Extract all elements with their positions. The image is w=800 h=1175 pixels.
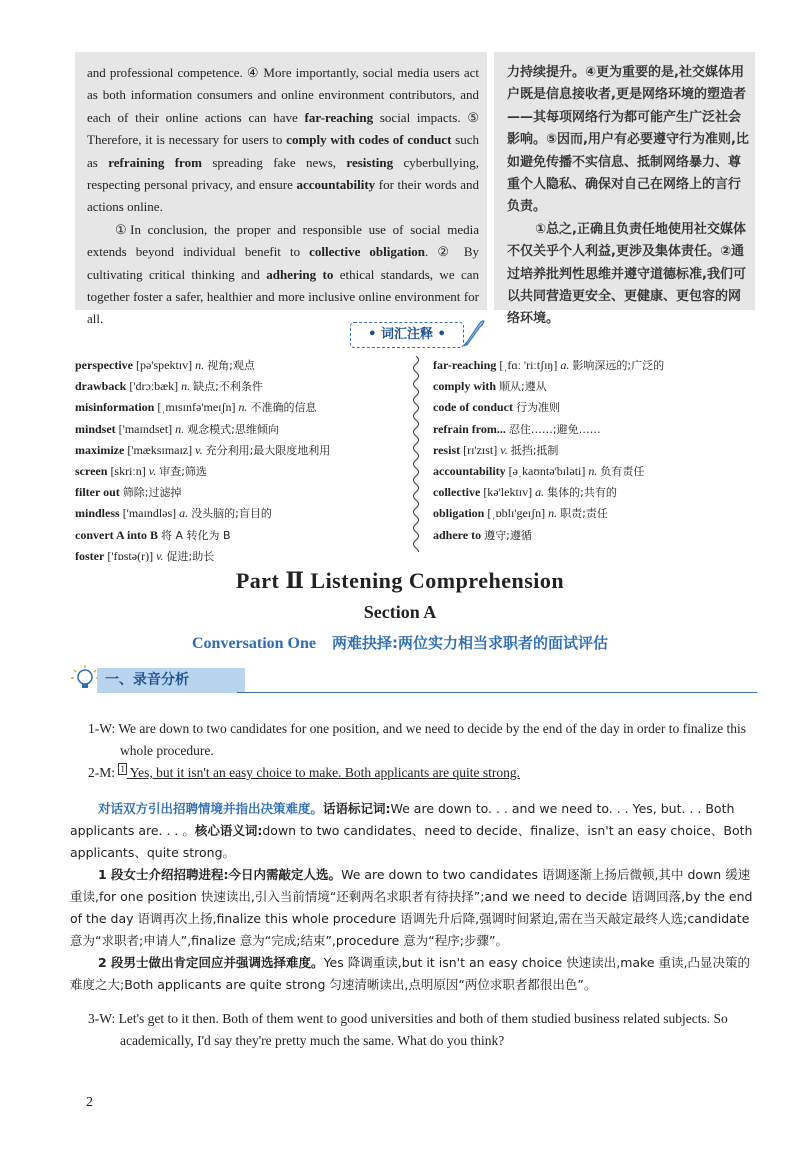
vocab-pron: [əˌkaʊntə'bɪləti]: [508, 464, 586, 479]
english-paragraph-1: and professional competence. ④ More importantly, social media users act as both information consumers and online environment contributors, and each of their online actions can have far-reaching social impacts. ⑤ Therefore, it is necessary for users to comply with codes of conduct such as refraining from spreading fake news, resisting cyberbullying, respecting personal privacy, and ensure accountability for their words and actions online.: [87, 65, 480, 215]
english-paragraph-2: ①In conclusion, the proper and responsible use of social media extends beyond individual benefit to collective obligation. ② By cultivating critical thinking and adhering to ethical standards, we can together foster a safer, healthier and more inclusive online environment for all.: [87, 221, 480, 327]
vocab-pos: a.: [179, 506, 189, 521]
vocab-pos: v.: [195, 442, 203, 457]
vocab-entry: [433, 397, 763, 418]
vocab-entry: [75, 419, 405, 440]
vocab-pos: a.: [560, 358, 570, 372]
vocab-word: far-reaching: [433, 358, 497, 372]
vocab-meaning: 没头脑的;盲目的: [191, 507, 272, 521]
vocab-pos: n.: [181, 379, 191, 394]
vocab-pron: ['maɪndset]: [118, 421, 173, 436]
vocab-word: maximize: [75, 442, 125, 457]
dialogue-line-1: 1-W: We are down to two candidates for one position, and we need to decide by the end of the day in order to finalize this whole procedure.: [88, 721, 746, 758]
conversation-title: [0, 632, 800, 653]
vocab-pos: n.: [195, 358, 205, 372]
vocab-entry: [75, 355, 405, 376]
vocab-entry: [75, 376, 405, 397]
analysis-underline: [237, 692, 757, 693]
english-passage: [87, 62, 479, 331]
vocab-pron: ['maɪndləs]: [122, 506, 177, 521]
vocab-word: obligation: [433, 506, 485, 521]
vocab-word: filter out: [75, 485, 120, 500]
vocab-pos: a.: [535, 485, 545, 500]
vocab-entry: [75, 482, 405, 503]
vocab-entry: [75, 546, 405, 567]
chinese-translation: [507, 62, 749, 331]
vocab-list-left: [75, 355, 405, 567]
vocab-word: resist: [433, 442, 461, 457]
vocab-meaning: 职责;责任: [560, 507, 608, 521]
vocab-entry: [75, 397, 405, 418]
analysis-section-label: 一、录音分析: [97, 668, 245, 693]
vocab-pron: ['drɔːbæk]: [129, 379, 179, 394]
vocab-word: screen: [75, 464, 108, 479]
analysis-note-1: 对话双方引出招聘情境并指出决策难度。话语标记词:We are down to. . . and we need to. . . Yes, but. . . Both applicants are. . . 。核心语义词:down to two candidates、need to decide、finalize、isn't an easy choice、Both applicants、quite strong。: [70, 801, 753, 860]
vocab-meaning: 不准确的信息: [250, 401, 317, 415]
analysis-note-2: 1 段女士介绍招聘进程:今日内需敲定人选。We are down to two candidates 语调逐渐上扬后微顿,其中 down 缓速重读,for one position 快速读出,引入当前情境“还剩两名求职者有待抉择”;and we need to decide 语调回落,by the end of the day 语调再次上扬,finalize this whole procedure 语调先升后降,强调时间紧迫,需在当天敲定最终人选;candidate 意为“求职者;申请人”,finalize 意为“完成;结束”,procedure 意为“程序;步骤”。: [70, 867, 753, 948]
vocab-word: mindless: [75, 506, 120, 521]
vocab-pron: ['mæksɪmaɪz]: [127, 442, 193, 457]
vocab-entry: [433, 419, 763, 440]
conversation-title-en: Conversation One: [191, 635, 316, 652]
vocab-list-right: [433, 355, 763, 546]
vocab-section-title: • 词汇注释 •: [350, 322, 464, 348]
vocab-word: foster: [75, 548, 105, 563]
divider-wave: [414, 356, 419, 552]
conversation-title-zh: 两难抉择:两位实力相当求职者的面试评估: [331, 634, 608, 652]
part-title: Part Ⅱ Listening Comprehension: [235, 568, 565, 593]
vocab-pron: [kə'lektɪv]: [483, 485, 533, 500]
vocab-meaning: 将 A 转化为 B: [161, 528, 231, 542]
dialogue-line-3: 3-W: Let's get to it then. Both of them went to good universities and both of them studied business related subjects. So academically, I'd say they're pretty much the same. What do you think?: [88, 1011, 728, 1048]
vocab-meaning: 观念模式;思维倾向: [187, 422, 279, 436]
chinese-paragraph-2: ①总之,正确且负责任地使用社交媒体不仅关乎个人利益,更涉及集体责任。②通过培养批判性思维并遵守道德标准,我们可以共同营造更安全、更健康、更包容的网络环境。: [507, 221, 746, 327]
vocab-pron: [ˌfɑː 'riːtʃɪŋ]: [499, 358, 558, 372]
vocab-pron: [ˌmɪsɪnfə'meɪʃn]: [157, 400, 236, 415]
vocab-word: convert A into B: [75, 527, 158, 542]
vocab-word: adhere to: [433, 527, 482, 542]
vocab-meaning: 负有责任: [600, 465, 645, 479]
vocab-meaning: 充分利用;最大限度地利用: [205, 443, 331, 457]
dialogue-line-3-block: [88, 1008, 748, 1052]
vocab-pos: n.: [238, 400, 248, 415]
vocab-meaning: 顺从;遵从: [499, 380, 547, 394]
vocab-meaning: 忍住……;避免……: [508, 422, 601, 436]
vocab-pron: ['fɒstə(r)]: [107, 548, 154, 563]
vocab-word: mindset: [75, 421, 116, 436]
vocab-entry: [433, 503, 763, 524]
vocab-pos: v.: [500, 442, 508, 457]
vocab-pos: v.: [148, 464, 157, 479]
vocab-pos: n.: [175, 421, 185, 436]
vocab-entry: [433, 440, 763, 461]
vocab-word: misinformation: [75, 400, 155, 415]
analysis-notes: [70, 798, 758, 996]
vocab-pron: [ˌɒblɪ'geɪʃn]: [487, 506, 546, 521]
vocab-entry: [75, 525, 405, 546]
quill-pen-icon: [462, 318, 486, 348]
section-title: Section A: [363, 602, 437, 622]
page-number: 2: [86, 1095, 93, 1110]
vocab-entry: [433, 376, 763, 397]
vocab-pron: [pə'spektɪv]: [135, 358, 193, 372]
analysis-note-3: 2 段男士做出肯定回应并强调选择难度。Yes 降调重读,but it isn't an easy choice 快速读出,make 重读,凸显决策的难度之大;Both applicants are quite strong 匀速清晰读出,点明原因“两位求职者都很出色”。: [70, 955, 750, 992]
vocab-pos: v.: [156, 548, 164, 563]
dialogue-line-2: 2-M: 1 Yes, but it isn't an easy choice to make. Both applicants are quite strong.: [88, 763, 520, 780]
decorative-divider: [410, 356, 422, 552]
vocab-entry: [75, 461, 405, 482]
vocab-entry: [433, 461, 763, 482]
vocab-word: comply with: [433, 379, 496, 394]
vocab-entry: [433, 525, 763, 546]
vocab-pron: [rɪ'zɪst]: [463, 442, 498, 457]
chinese-paragraph-1: 力持续提升。④更为重要的是,社交媒体用户既是信息接收者,更是网络环境的塑造者——其每项网络行为都可能产生广泛社会影响。⑤因而,用户有必要遵守行为准则,比如避免传播不实信息、抵制网络暴力、尊重个人隐私、确保对自己在网络上的言行负责。: [507, 65, 749, 215]
vocab-meaning: 视角;观点: [207, 359, 255, 372]
vocab-entry: [433, 355, 763, 376]
sentence-number-box: 1: [120, 763, 125, 774]
vocab-meaning: 促进;助长: [166, 549, 215, 563]
vocab-word: drawback: [75, 379, 127, 394]
vocab-meaning: 审查;筛选: [159, 465, 207, 479]
vocab-pron: [skriːn]: [110, 464, 146, 479]
vocab-meaning: 抵挡;抵制: [510, 443, 559, 457]
vocab-entry: [433, 482, 763, 503]
vocab-pos: n.: [588, 464, 598, 479]
vocab-meaning: 行为准则: [516, 401, 560, 415]
vocab-word: perspective: [75, 358, 133, 372]
lightbulb-icon: [70, 664, 100, 696]
vocab-word: code of conduct: [433, 400, 513, 415]
vocab-meaning: 影响深远的;广泛的: [572, 359, 665, 372]
vocab-meaning: 缺点;不利条件: [193, 380, 263, 394]
vocab-entry: [75, 440, 405, 461]
dialogue-lines-1-2: [88, 718, 748, 784]
vocab-pos: n.: [548, 506, 558, 521]
vocab-word: accountability: [433, 464, 506, 479]
vocab-meaning: 遵守;遵循: [484, 528, 532, 542]
vocab-word: collective: [433, 485, 481, 500]
vocab-meaning: 集体的;共有的: [547, 486, 617, 500]
vocab-word: refrain from...: [433, 421, 506, 436]
vocab-meaning: 筛除;过滤掉: [122, 486, 182, 500]
vocab-entry: [75, 503, 405, 524]
